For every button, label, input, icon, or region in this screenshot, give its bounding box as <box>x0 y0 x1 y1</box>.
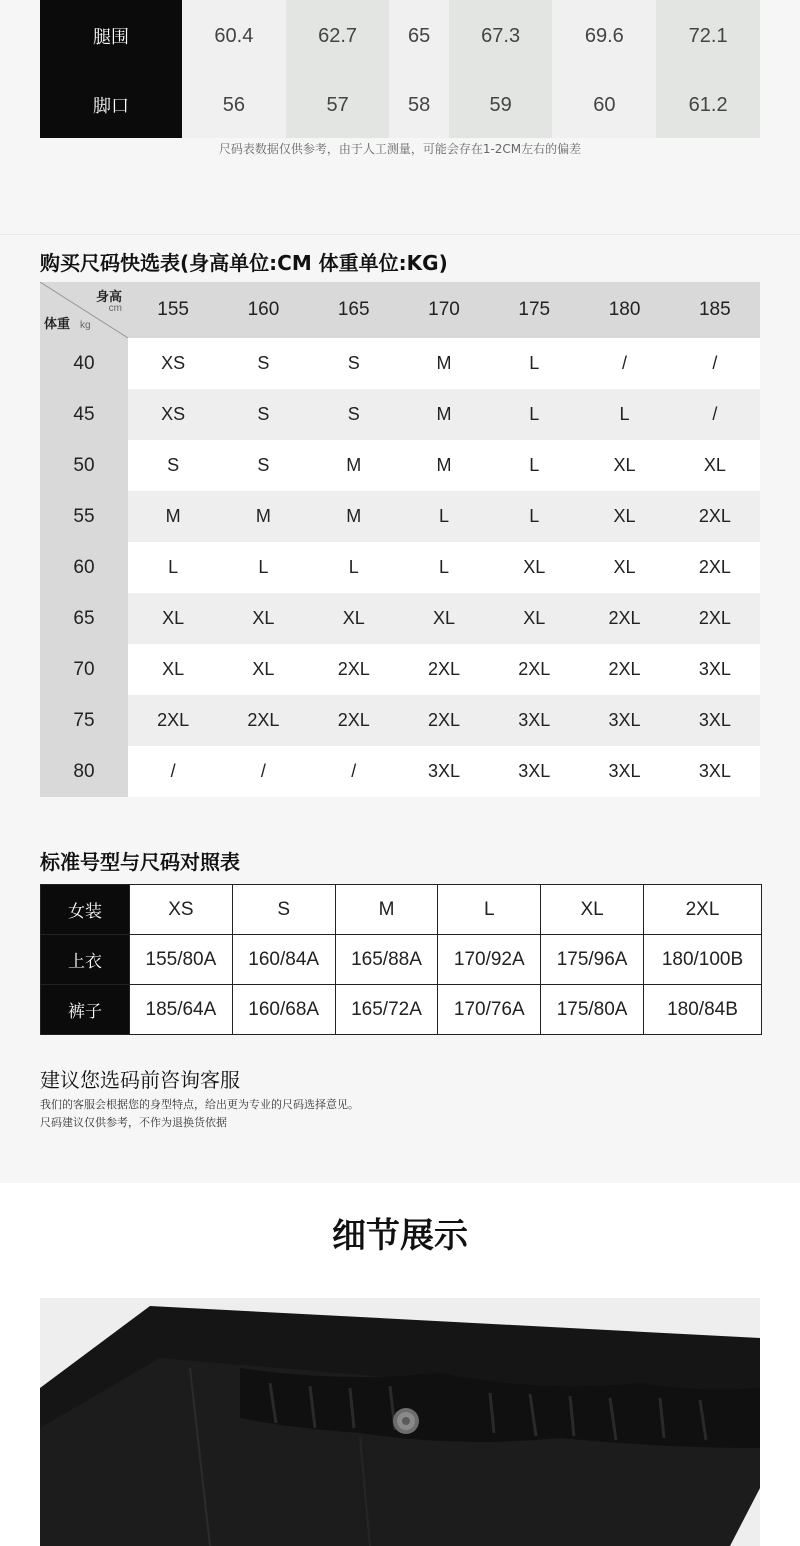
size-cell: / <box>309 746 399 797</box>
size-cell: 2XL <box>309 644 399 695</box>
size-cell: S <box>218 440 308 491</box>
weight-header: 50 <box>40 440 128 491</box>
table-cell: L <box>438 885 541 935</box>
size-cell: M <box>128 491 218 542</box>
height-header: 155 <box>128 282 218 338</box>
size-cell: L <box>489 491 579 542</box>
table-row <box>41 935 762 985</box>
size-cell: M <box>218 491 308 542</box>
weight-header: 40 <box>40 338 128 389</box>
height-label: 身高 <box>95 289 122 304</box>
table-cell: 72.1 <box>656 0 760 72</box>
table-cell: M <box>335 885 438 935</box>
table-cell: 56 <box>182 72 286 138</box>
weight-header: 55 <box>40 491 128 542</box>
size-cell: 3XL <box>670 746 760 797</box>
size-cell: L <box>399 491 489 542</box>
size-cell: 2XL <box>579 593 669 644</box>
advice-title: 建议您选码前咨询客服 <box>40 1068 240 1092</box>
size-cell: XS <box>128 389 218 440</box>
size-cell: XL <box>309 593 399 644</box>
divider <box>0 234 800 235</box>
size-cell: 2XL <box>670 593 760 644</box>
table-row <box>40 440 760 491</box>
size-cell: M <box>399 338 489 389</box>
size-cell: 3XL <box>489 695 579 746</box>
size-cell: 2XL <box>218 695 308 746</box>
table-cell: 57 <box>286 72 390 138</box>
height-header: 175 <box>489 282 579 338</box>
table-cell: 60 <box>552 72 656 138</box>
size-cell: / <box>670 389 760 440</box>
size-cell: 3XL <box>489 746 579 797</box>
table-row <box>41 985 762 1035</box>
size-cell: XL <box>128 593 218 644</box>
height-header: 170 <box>399 282 489 338</box>
size-cell: XS <box>128 338 218 389</box>
quick-select-title: 购买尺码快选表(身高单位:CM 体重单位:KG) <box>40 251 448 275</box>
row-header: 脚口 <box>40 72 182 138</box>
size-cell: M <box>309 440 399 491</box>
size-cell: 3XL <box>399 746 489 797</box>
table-row <box>40 0 760 72</box>
size-cell: S <box>309 389 399 440</box>
size-cell: XL <box>218 644 308 695</box>
size-cell: 2XL <box>309 695 399 746</box>
table-row <box>40 491 760 542</box>
size-cell: / <box>128 746 218 797</box>
size-cell: S <box>128 440 218 491</box>
table-row <box>40 389 760 440</box>
table-row <box>40 593 760 644</box>
size-cell: M <box>399 440 489 491</box>
size-cell: XL <box>579 440 669 491</box>
row-header: 上衣 <box>41 935 130 985</box>
measurement-table <box>40 0 760 138</box>
size-cell: / <box>670 338 760 389</box>
size-cell: L <box>128 542 218 593</box>
table-row <box>40 695 760 746</box>
table-cell: XS <box>130 885 233 935</box>
size-cell: XL <box>579 491 669 542</box>
size-cell: L <box>579 389 669 440</box>
quick-select-table <box>40 282 760 797</box>
advice-disclaimer: 尺码建议仅供参考，不作为退换货依据 <box>40 1116 227 1129</box>
weight-label: 体重 <box>44 316 71 331</box>
table-cell: 165/72A <box>335 985 438 1035</box>
row-header: 裤子 <box>41 985 130 1035</box>
table-cell: 170/76A <box>438 985 541 1035</box>
table-row <box>41 885 762 935</box>
size-cell: S <box>218 338 308 389</box>
size-cell: 3XL <box>579 746 669 797</box>
height-header: 180 <box>579 282 669 338</box>
weight-header: 80 <box>40 746 128 797</box>
table-cell: 58 <box>389 72 448 138</box>
table-cell: 170/92A <box>438 935 541 985</box>
height-header: 160 <box>218 282 308 338</box>
table-cell: XL <box>541 885 644 935</box>
weight-header: 70 <box>40 644 128 695</box>
height-unit: cm <box>108 303 122 314</box>
size-cell: 2XL <box>579 644 669 695</box>
table-cell: 59 <box>449 72 553 138</box>
row-header: 女装 <box>41 885 130 935</box>
size-cell: XL <box>399 593 489 644</box>
table-cell: 160/68A <box>232 985 335 1035</box>
size-cell: / <box>218 746 308 797</box>
weight-header: 45 <box>40 389 128 440</box>
size-cell: XL <box>670 440 760 491</box>
size-cell: / <box>579 338 669 389</box>
table-cell: S <box>232 885 335 935</box>
table-cell: 175/96A <box>541 935 644 985</box>
measurement-note: 尺码表数据仅供参考，由于人工测量，可能会存在1-2CM左右的偏差 <box>218 142 582 156</box>
table-row <box>40 644 760 695</box>
size-cell: L <box>399 542 489 593</box>
weight-header: 60 <box>40 542 128 593</box>
table-cell: 185/64A <box>130 985 233 1035</box>
height-header: 165 <box>309 282 399 338</box>
size-cell: XL <box>218 593 308 644</box>
size-cell: 2XL <box>399 644 489 695</box>
size-cell: L <box>489 389 579 440</box>
size-cell: S <box>309 338 399 389</box>
size-cell: S <box>218 389 308 440</box>
standard-table-title: 标准号型与尺码对照表 <box>40 850 240 874</box>
product-detail-photo <box>40 1298 760 1546</box>
size-cell: XL <box>489 593 579 644</box>
size-cell: 2XL <box>128 695 218 746</box>
weight-unit: kg <box>80 320 91 331</box>
pants-waistband-image <box>40 1298 760 1546</box>
size-cell: M <box>399 389 489 440</box>
size-cell: L <box>489 440 579 491</box>
size-cell: 2XL <box>489 644 579 695</box>
size-cell: XL <box>128 644 218 695</box>
weight-header: 65 <box>40 593 128 644</box>
size-cell: 3XL <box>670 695 760 746</box>
size-cell: L <box>489 338 579 389</box>
table-cell: 65 <box>389 0 448 72</box>
table-row <box>40 338 760 389</box>
table-cell: 60.4 <box>182 0 286 72</box>
table-cell: 155/80A <box>130 935 233 985</box>
table-cell: 160/84A <box>232 935 335 985</box>
table-cell: 62.7 <box>286 0 390 72</box>
table-cell: 67.3 <box>449 0 553 72</box>
height-header: 185 <box>670 282 760 338</box>
table-cell: 2XL <box>643 885 761 935</box>
detail-title: 细节展示 <box>332 1216 468 1256</box>
advice-text: 我们的客服会根据您的身型特点，给出更为专业的尺码选择意见。 <box>40 1098 359 1111</box>
table-cell: 61.2 <box>656 72 760 138</box>
size-cell: XL <box>489 542 579 593</box>
size-cell: 2XL <box>670 491 760 542</box>
size-cell: L <box>218 542 308 593</box>
row-header: 腿围 <box>40 0 182 72</box>
corner-cell <box>40 282 128 338</box>
size-cell: 2XL <box>399 695 489 746</box>
table-cell: 69.6 <box>552 0 656 72</box>
table-cell: 175/80A <box>541 985 644 1035</box>
size-cell: L <box>309 542 399 593</box>
size-cell: 3XL <box>579 695 669 746</box>
size-cell: 3XL <box>670 644 760 695</box>
table-row <box>40 746 760 797</box>
standard-size-table <box>40 884 762 1035</box>
table-row <box>40 72 760 138</box>
size-cell: 2XL <box>670 542 760 593</box>
size-cell: XL <box>579 542 669 593</box>
table-header-row <box>40 282 760 338</box>
weight-header: 75 <box>40 695 128 746</box>
table-cell: 165/88A <box>335 935 438 985</box>
table-row <box>40 542 760 593</box>
table-cell: 180/84B <box>643 985 761 1035</box>
size-cell: M <box>309 491 399 542</box>
table-cell: 180/100B <box>643 935 761 985</box>
